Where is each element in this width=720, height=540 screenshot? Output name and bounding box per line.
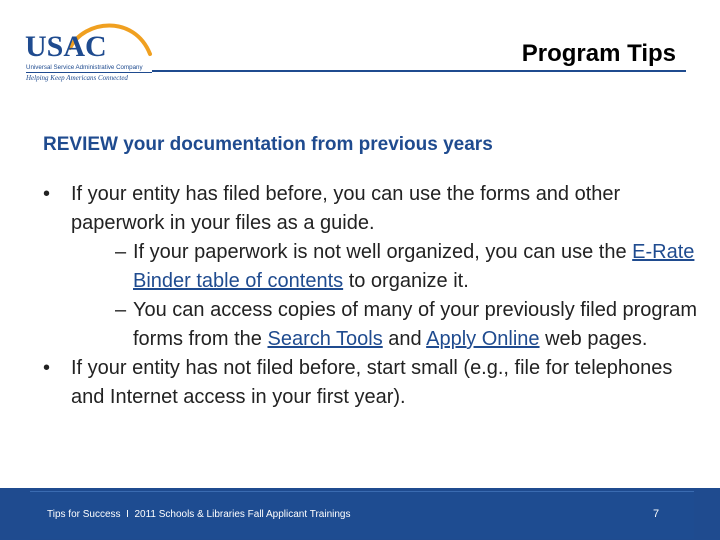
sub-bullet-text-middle: and xyxy=(382,328,427,350)
erate-binder-link[interactable]: E-Rate Binder table of contents xyxy=(133,241,695,292)
bullet-item-not-filed xyxy=(38,354,698,412)
sub-bullet-text-before: If your paperwork is not well organized, you can use the xyxy=(133,241,633,263)
section-subheading: REVIEW your documentation from previous years xyxy=(43,134,493,155)
page-number: 7 xyxy=(653,508,660,520)
logo-subtitle: Universal Service Administrative Company xyxy=(26,64,143,71)
sub-bullet-text-after: to organize it. xyxy=(343,270,469,292)
sub-bullet-access-copies xyxy=(71,296,698,354)
bullet-text: If your entity has filed before, you can use the forms and other paperwork in your files as a guide. xyxy=(71,183,621,234)
footer-separator: I xyxy=(126,509,129,520)
usac-logo xyxy=(22,18,172,88)
footer-label: Tips for Success xyxy=(47,509,121,520)
apply-online-link[interactable]: Apply Online xyxy=(426,328,540,350)
bullet-item-filed-before xyxy=(38,180,698,354)
logo-divider xyxy=(26,72,152,73)
tips-list xyxy=(38,180,698,412)
search-tools-link[interactable]: Search Tools xyxy=(267,328,383,350)
slide-title: Program Tips xyxy=(521,40,676,67)
footer-event: 2011 Schools & Libraries Fall Applicant Trainings xyxy=(134,509,351,520)
logo-wordmark: USAC xyxy=(25,30,107,63)
bullet-text: If your entity has not filed before, start small (e.g., file for telephones and Internet access in your first year). xyxy=(71,357,673,408)
sub-bullet-text-after: web pages. xyxy=(539,328,648,350)
sub-bullet-organize xyxy=(71,238,698,296)
logo-tagline: Helping Keep Americans Connected xyxy=(26,74,128,82)
sub-bullet-text-before: You can access copies of many of your previously filed program forms from the xyxy=(133,299,697,350)
title-divider xyxy=(152,70,686,72)
footer-caption xyxy=(47,509,351,520)
sub-bullet-list xyxy=(71,238,698,354)
